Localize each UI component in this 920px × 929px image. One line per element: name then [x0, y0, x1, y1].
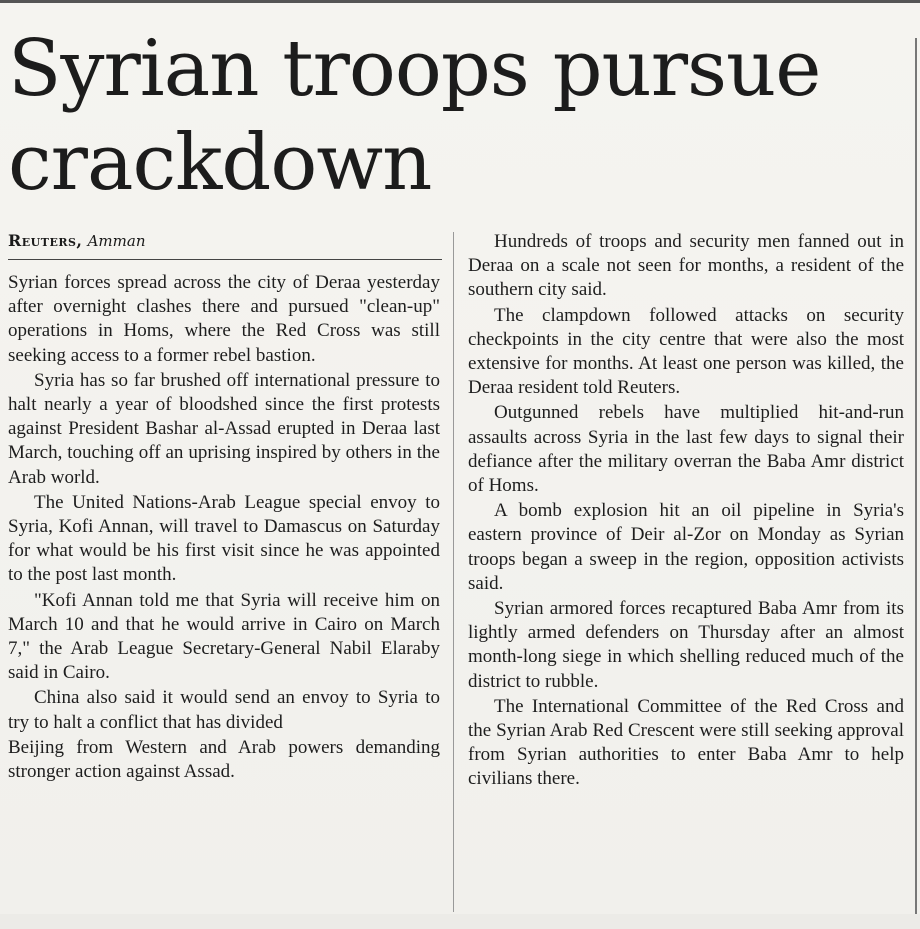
bottom-edge	[0, 914, 920, 929]
paragraph: The International Committee of the Red Cross and the Syrian Arab Red Crescent were still seeking approval from Syrian authorities to enter Baba Amr to help civilians there.	[468, 695, 904, 790]
byline-agency: Reuters,	[8, 231, 83, 250]
paragraph: A bomb explosion hit an oil pipeline in Syria's eastern province of Deir al-Zor on Monday as Syrian troops began a sweep in the region, opposition activists said.	[468, 500, 904, 594]
right-column	[468, 230, 904, 793]
paragraph: Outgunned rebels have multiplied hit-and-run assaults across Syria in the last few days to signal their defiance after the military overran the Baba Amr district of Homs.	[468, 402, 904, 497]
byline	[8, 230, 145, 252]
column-divider	[453, 232, 454, 912]
paragraph: The United Nations-Arab League special envoy to Syria, Kofi Annan, will travel to Damascus on Saturday for what would be his first visit since he was appointed to the post last month.	[8, 491, 440, 586]
paragraph: Syrian armored forces recaptured Baba Amr from its lightly armed defenders on Thursday after an almost month-long siege in which shelling reduced much of the district to rubble.	[468, 598, 904, 692]
left-column	[8, 271, 440, 785]
paragraph: China also said it would send an envoy to Syria to try to halt a conflict that has divided	[8, 687, 440, 733]
right-edge-rule	[915, 38, 917, 918]
headline: Syrian troops pursue crackdown	[8, 24, 821, 208]
paragraph: "Kofi Annan told me that Syria will receive him on March 10 and that he would arrive in Cairo on March 7," the Arab League Secretary-General Nabil Elaraby said in Cairo.	[8, 589, 440, 684]
top-rule	[0, 0, 920, 3]
paragraph: Hundreds of troops and security men fanned out in Deraa on a scale not seen for months, a resident of the southern city said.	[468, 231, 904, 301]
paragraph: Beijing from Western and Arab powers demanding stronger action against Assad.	[8, 736, 440, 783]
paragraph: Syria has so far brushed off international pressure to halt nearly a year of bloodshed since the first protests against President Bashar al-Assad erupted in Deraa last March, touching off an uprising inspired by others in the Arab world.	[8, 369, 440, 488]
paragraph: Syrian forces spread across the city of Deraa yesterday after overnight clashes there and pursued "clean-up" operations in Homs, where the Red Cross was still seeking access to a former rebel bastion.	[8, 272, 440, 366]
paragraph: The clampdown followed attacks on security checkpoints in the city centre that were also the most extensive for months. At least one person was killed, the Deraa resident told Reuters.	[468, 304, 904, 399]
byline-rule	[8, 259, 442, 260]
byline-dateline: Amman	[87, 232, 146, 250]
